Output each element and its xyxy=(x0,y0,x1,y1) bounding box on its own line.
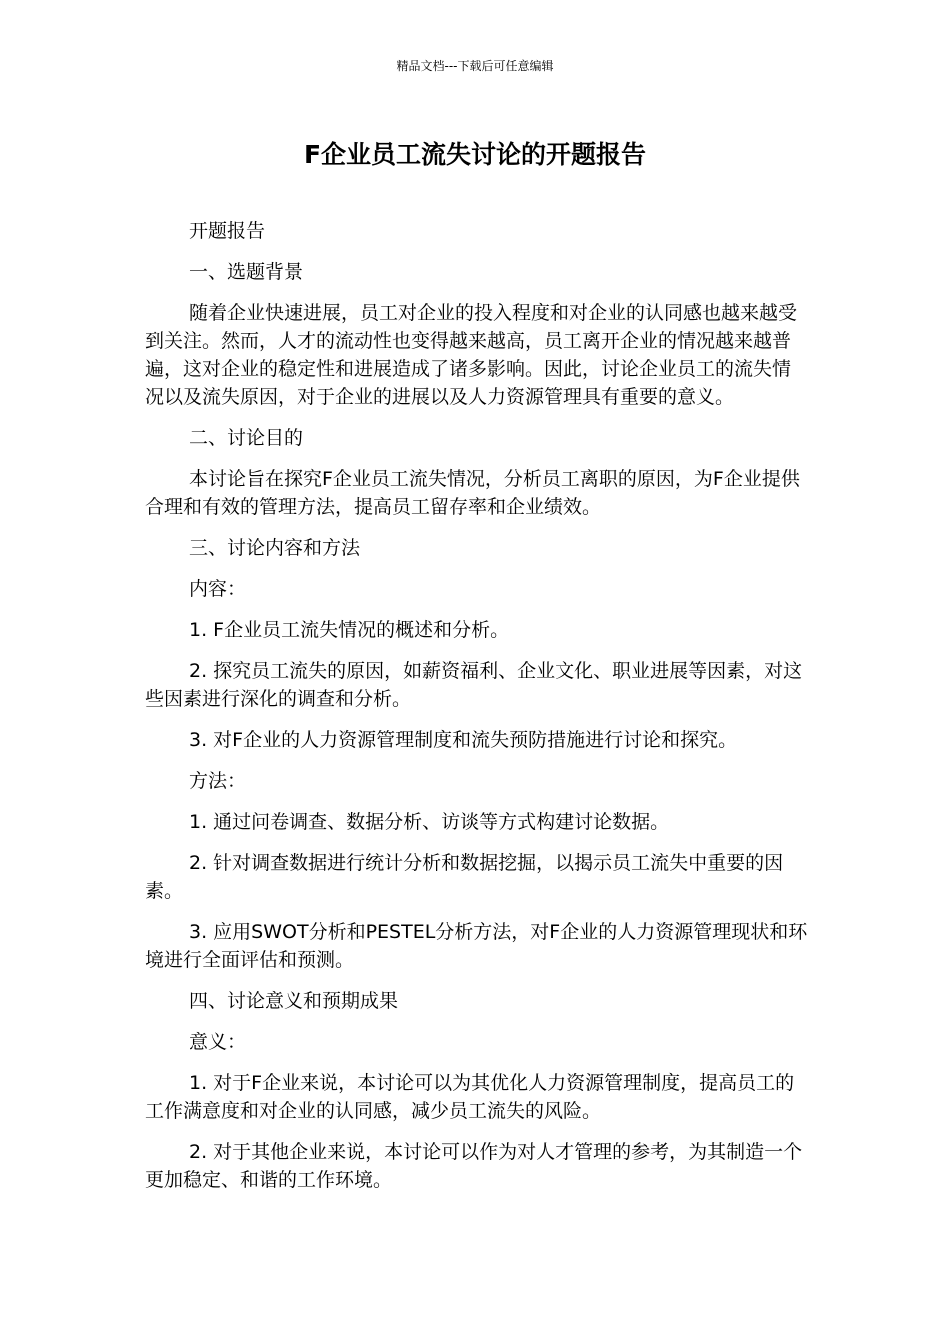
list-item: 1. F企业员工流失情况的概述和分析。 xyxy=(189,619,510,641)
section-heading: 三、讨论内容和方法 xyxy=(189,537,361,559)
subheading: 意义： xyxy=(189,1031,247,1053)
list-item: 2. 针对调查数据进行统计分析和数据挖掘，以揭示员工流失中重要的因素。 xyxy=(145,852,784,902)
list-item: 3. 应用SWOT分析和PESTEL分析方法，对F企业的人力资源管理现状和环境进行全面评估和预测。 xyxy=(145,921,808,971)
list-item: 1. 通过问卷调查、数据分析、访谈等方式构建讨论数据。 xyxy=(189,811,670,833)
paragraph: 随着企业快速进展，员工对企业的投入程度和对企业的认同感也越来越受到关注。然而，人才的流动性也变得越来越高，员工离开企业的情况越来越普遍，这对企业的稳定性和进展造成了诸多影响。因此，讨论企业员工的流失情况以及流失原因，对于企业的进展以及人力资源管理具有重要的意义。 xyxy=(145,302,798,408)
list-item: 1. 对于F企业来说，本讨论可以为其优化人力资源管理制度，提高员工的工作满意度和对企业的认同感，减少员工流失的风险。 xyxy=(145,1072,795,1122)
list-item: 2. 对于其他企业来说，本讨论可以作为对人才管理的参考，为其制造一个更加稳定、和谐的工作环境。 xyxy=(145,1141,803,1191)
paragraph: 本讨论旨在探究F企业员工流失情况，分析员工离职的原因，为F企业提供合理和有效的管理方法，提高员工留存率和企业绩效。 xyxy=(145,468,800,518)
subheading: 方法： xyxy=(189,770,247,792)
document-title: F企业员工流失讨论的开题报告 xyxy=(303,140,647,169)
section-heading: 一、选题背景 xyxy=(189,261,304,283)
section-heading: 四、讨论意义和预期成果 xyxy=(189,990,399,1012)
list-item: 2. 探究员工流失的原因，如薪资福利、企业文化、职业进展等因素，对这些因素进行深化的调查和分析。 xyxy=(145,660,803,710)
list-item: 3. 对F企业的人力资源管理制度和流失预防措施进行讨论和探究。 xyxy=(189,729,738,751)
paragraph: 开题报告 xyxy=(189,220,266,242)
page-header: 精品文档---下载后可任意编辑 xyxy=(396,59,554,73)
section-heading: 二、讨论目的 xyxy=(189,427,304,449)
subheading: 内容： xyxy=(189,578,247,600)
document-body xyxy=(145,217,808,1207)
